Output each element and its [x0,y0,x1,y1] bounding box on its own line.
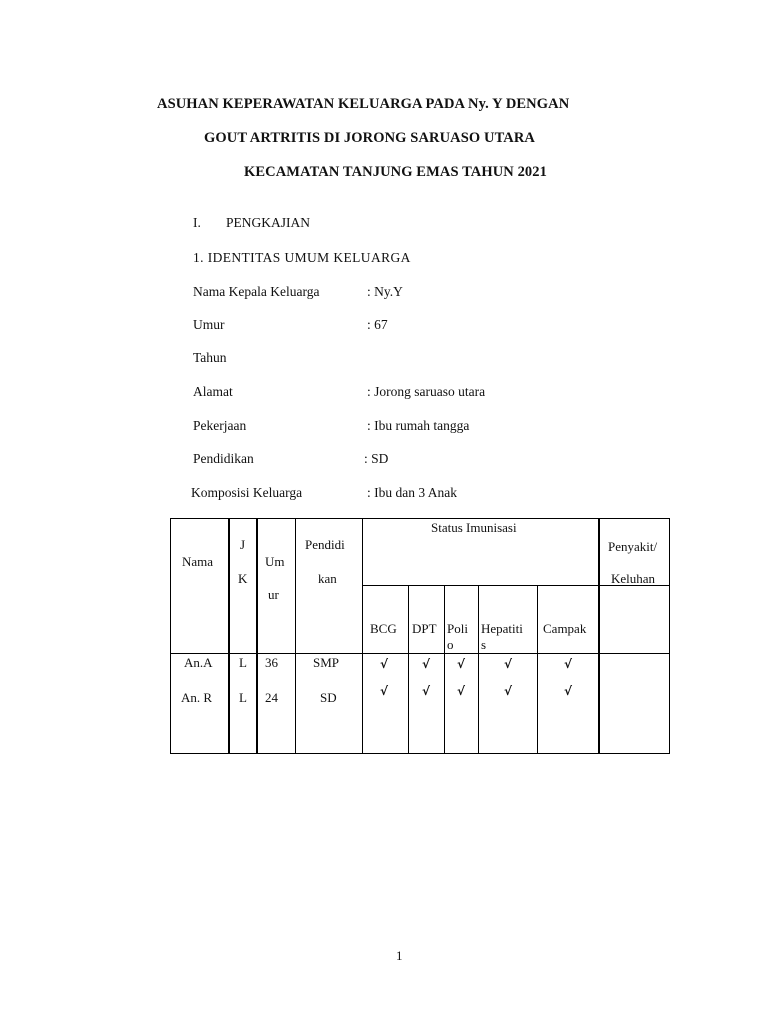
komposisi-value: : Ibu dan 3 Anak [367,485,457,500]
pendidikan-value: : SD [364,451,389,466]
row-2-hepatitis-check: √ [504,684,513,698]
header-polio-1: Poli [447,621,468,636]
title-line-3: KECAMATAN TANJUNG EMAS TAHUN 2021 [244,164,547,180]
col-divider-polio [444,585,445,754]
header-status-imunisasi: Status Imunisasi [431,520,517,535]
col-divider-dpt [408,585,409,754]
col-divider-jk [228,518,230,754]
row-1-jk: L [239,655,247,670]
col-divider-status [362,518,363,754]
umur-label: Umur [193,317,225,332]
alamat-label: Alamat [193,384,233,399]
table-border-bottom [170,753,670,754]
row-2-polio-check: √ [457,684,466,698]
header-bcg: BCG [370,621,397,636]
title-line-2: GOUT ARTRITIS DI JORONG SARUASO UTARA [204,130,535,146]
header-penyakit-1: Penyakit/ [608,539,658,554]
header-hepatitis-1: Hepatiti [481,621,523,636]
row-2-bcg-check: √ [380,684,389,698]
alamat-value: : Jorong saruaso utara [367,384,486,399]
tahun-label: Tahun [193,350,227,365]
col-divider-penyakit [598,518,600,754]
title-line-1: ASUHAN KEPERAWATAN KELUARGA PADA Ny. Y DENGAN [157,96,570,112]
row-1-umur: 36 [265,655,278,670]
header-umur-1: Um [265,554,285,569]
header-campak: Campak [543,621,587,636]
pekerjaan-label: Pekerjaan [193,418,247,433]
pendidikan-label: Pendidikan [193,451,254,466]
row-2-dpt-check: √ [422,684,431,698]
section-number: I. [193,215,201,230]
row-1-nama: An.A [184,655,213,670]
subsection-heading: 1. IDENTITAS UMUM KELUARGA [193,250,411,265]
header-umur-2: ur [268,587,279,602]
row-1-pendidikan: SMP [313,655,340,670]
table-border-left [170,518,171,754]
header-pendidikan-1: Pendidi [305,537,345,552]
komposisi-label: Komposisi Keluarga [191,485,303,500]
header-polio-2: o [447,637,454,652]
table-border-right [669,518,670,754]
col-divider-pendidikan [295,518,296,754]
pekerjaan-value: : Ibu rumah tangga [367,418,470,433]
header-jk-1: J [240,537,246,552]
row-2-pendidikan: SD [320,690,337,705]
row-2-nama: An. R [181,690,213,705]
table-border-top [170,518,670,519]
header-dpt: DPT [412,621,437,636]
header-penyakit-2: Keluhan [611,571,656,586]
col-divider-campak [537,585,538,754]
page-number: 1 [396,948,403,963]
header-nama: Nama [182,554,214,569]
row-2-campak-check: √ [564,684,573,698]
row-1-polio-check: √ [457,657,466,671]
row-1-dpt-check: √ [422,657,431,671]
col-divider-umur [256,518,258,754]
row-2-umur: 24 [265,690,278,705]
row-1-campak-check: √ [564,657,573,671]
header-hepatitis-2: s [481,637,487,652]
row-1-hepatitis-check: √ [504,657,513,671]
header-pendidikan-2: kan [318,571,337,586]
row-1-bcg-check: √ [380,657,389,671]
table-header-rule [170,653,670,654]
umur-value: : 67 [367,317,388,332]
row-2-jk: L [239,690,247,705]
nama-label: Nama Kepala Keluarga [193,284,320,299]
header-jk-2: K [238,571,248,586]
col-divider-hepatitis [478,585,479,754]
nama-value: : Ny.Y [367,284,403,299]
section-label: PENGKAJIAN [226,215,310,230]
